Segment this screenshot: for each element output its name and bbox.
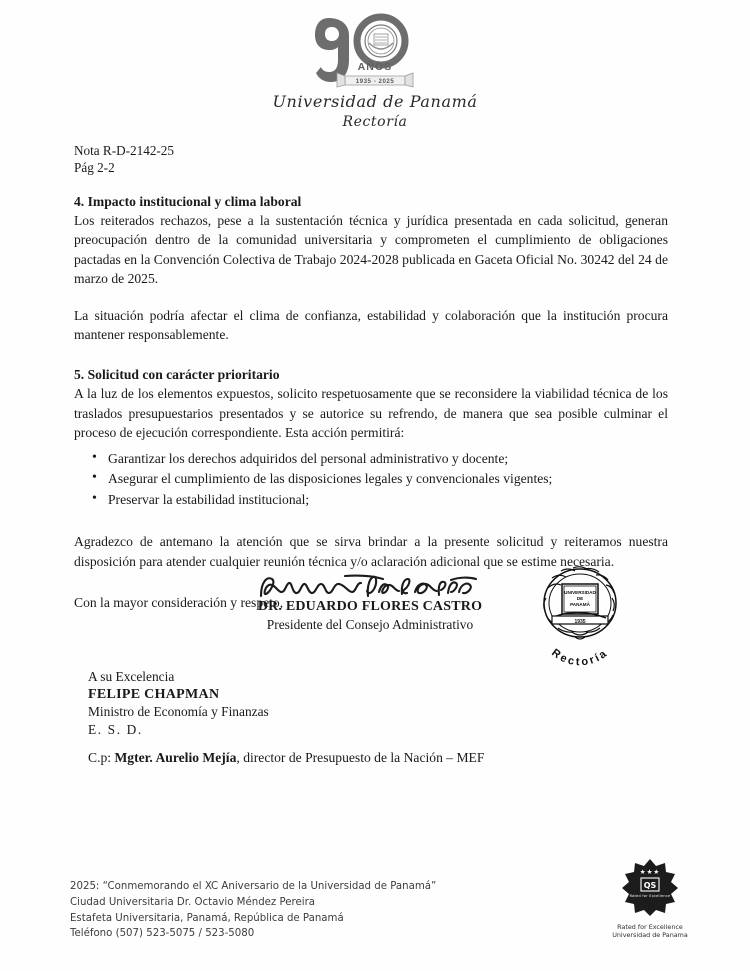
section-4-paragraph-1: Los reiterados rechazos, pese a la sustentación técnica y jurídica presentada en cada solicitud, generan preocupación dentro de la comunidad universitaria y comprometen el cumplimiento de obligaciones pactadas en la Convención Colectiva de Trabajo 2024-2028 publicada en Gaceta Oficial No. 30242 del 24 de marzo de 2025. — [74, 213, 668, 287]
section-5-paragraph-1: A la luz de los elementos expuestos, solicito respetuosamente que se reconsidere la viabilidad técnica de los traslados presupuestarios presentados y se autorice su refrendo, de manera que sea posible culminar el proceso de ejecución correspondiente. Esta acción permitirá: — [74, 386, 668, 441]
badge-caption-line-1: Rated for Excellence — [617, 923, 683, 931]
badge-rating: QS — [643, 881, 657, 890]
signatory-name: DR. EDUARDO FLORES CASTRO — [257, 599, 483, 614]
requirements-list — [74, 449, 668, 511]
badge-caption — [595, 923, 705, 940]
spacer — [74, 510, 668, 532]
list-item: • Asegurar el cumplimiento de las disposiciones legales y convencionales vigentes; — [108, 469, 668, 490]
addressee-salutation: A su Excelencia — [88, 669, 175, 684]
document-body — [74, 193, 668, 612]
excellence-badge — [595, 858, 705, 940]
seal-text-line1: UNIVERSIDAD — [564, 590, 596, 595]
badge-sub-line1: Rated for Excellence — [629, 894, 671, 898]
office-name: Rectoría — [342, 114, 408, 130]
signature-center — [205, 570, 535, 633]
anniversary-word: AÑOS — [357, 61, 393, 73]
addressee-name: FELIPE CHAPMAN — [88, 686, 220, 702]
page-number: Pág 2-2 — [74, 160, 115, 175]
addressee-position: Ministro de Economía y Finanzas — [88, 704, 269, 720]
badge-stars: ★★★ — [639, 868, 661, 876]
letterhead — [0, 10, 750, 130]
footer-line: Teléfono (507) 523-5075 / 523-5080 — [70, 928, 255, 940]
closing-thanks-paragraph: Agradezco de antemano la atención que se sirva brindar a la presente solicitud y reiteramos nuestra disposición para atender cualquier reunión técnica y/o aclaración adicional que se estime necesaria. — [74, 534, 668, 569]
cc-rest: , director de Presupuesto de la Nación – MEF — [236, 750, 485, 765]
badge-caption-line-2: Universidad de Panama — [612, 931, 688, 940]
valediction: Con la mayor consideración y respeto, — [74, 594, 284, 610]
section-heading-5: 5. Solicitud con carácter prioritario — [74, 367, 280, 383]
anniversary-years: 1935 - 2025 — [355, 78, 395, 85]
spacer — [74, 289, 668, 306]
seal-text-line3: PANAMÁ — [570, 602, 590, 607]
anniversary-logo-icon — [315, 10, 435, 88]
qs-star-badge-icon — [619, 858, 681, 916]
section-4-paragraph-2: La situación podría afectar el clima de confianza, estabilidad y colaboración que la institución procura mantener responsablemente. — [74, 307, 668, 343]
page-footer — [70, 879, 436, 942]
reference-block — [74, 142, 174, 176]
addressee-block — [88, 668, 269, 738]
seal-arc-text: Rectoría — [549, 646, 611, 666]
seal-year: 1935 — [574, 619, 586, 625]
section-heading-4: 4. Impacto institucional y clima laboral — [74, 194, 302, 209]
list-item: • Preservar la estabilidad institucional; — [108, 490, 668, 511]
signatory-title: Presidente del Consejo Administrativo — [266, 617, 474, 632]
cc-name: Mgter. Aurelio Mejía — [114, 750, 237, 765]
cc-prefix: C.p: — [88, 750, 112, 765]
institution-name: Universidad de Panamá — [272, 92, 478, 111]
list-item: • Garantizar los derechos adquiridos del personal administrativo y docente; — [108, 449, 668, 470]
official-seal-icon — [528, 558, 632, 671]
seal-text-line2: DE — [576, 596, 584, 601]
footer-line: Ciudad Universitaria Dr. Octavio Méndez Pereira — [70, 896, 316, 908]
footer-line: 2025: “Conmemorando el XC Aniversario de la Universidad de Panamá” — [70, 881, 437, 892]
carbon-copy-line — [88, 749, 484, 767]
footer-line: Estafeta Universitaria, Panamá, República de Panamá — [70, 912, 344, 924]
note-number: Nota R-D-2142-25 — [74, 143, 174, 158]
handwritten-signature-icon — [205, 570, 535, 598]
addressee-delivery: E. S. D. — [88, 721, 143, 737]
spacer — [74, 344, 668, 366]
